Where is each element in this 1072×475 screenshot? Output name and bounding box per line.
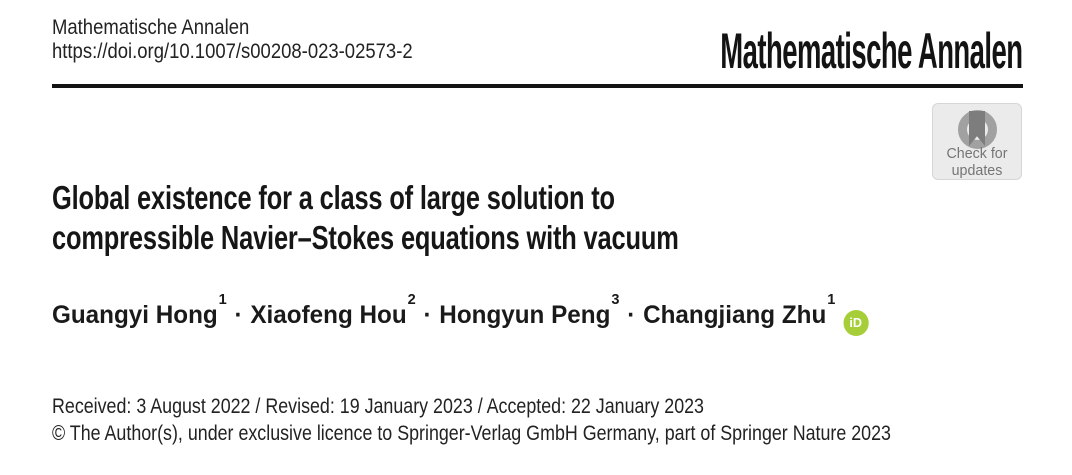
- dates-line: Received: 3 August 2022 / Revised: 19 January 2023 / Accepted: 22 January 2023: [52, 395, 704, 418]
- author-separator: ·: [627, 301, 636, 329]
- check-for-updates-label: Check for updates: [946, 145, 1008, 179]
- journal-masthead: Mathematische Annalen: [720, 23, 1023, 79]
- orcid-icon[interactable]: iD: [843, 310, 868, 336]
- author-separator: ·: [423, 301, 432, 329]
- author-affiliation-superscript: 3: [611, 290, 620, 308]
- doi-link[interactable]: https://doi.org/10.1007/s00208-023-02573-2: [52, 40, 413, 63]
- author-name: Xiaofeng Hou: [250, 301, 407, 329]
- article-history: [52, 393, 1039, 447]
- copyright-line: © The Author(s), under exclusive licence to Springer-Verlag GmbH Germany, part of Springer Nature 2023: [52, 422, 891, 445]
- paper-title-line-2: compressible Navier–Stokes equations with vacuum: [52, 219, 679, 256]
- paper-title-line-1: Global existence for a class of large solution to: [52, 179, 615, 216]
- author-affiliation-superscript: 1: [218, 290, 227, 308]
- author-name: Guangyi Hong: [52, 301, 218, 329]
- paper-title: [52, 178, 866, 258]
- author-name: Hongyun Peng: [439, 301, 611, 329]
- check-for-updates-badge[interactable]: [932, 103, 1022, 180]
- author-line: [52, 290, 868, 336]
- journal-name: Mathematische Annalen: [52, 16, 250, 39]
- journal-header: [52, 16, 462, 64]
- header-rule: [52, 84, 1023, 88]
- author-affiliation-superscript: 1: [827, 290, 836, 308]
- author-name: Changjiang Zhu: [643, 301, 827, 329]
- author-affiliation-superscript: 2: [407, 290, 416, 308]
- author-separator: ·: [234, 301, 243, 329]
